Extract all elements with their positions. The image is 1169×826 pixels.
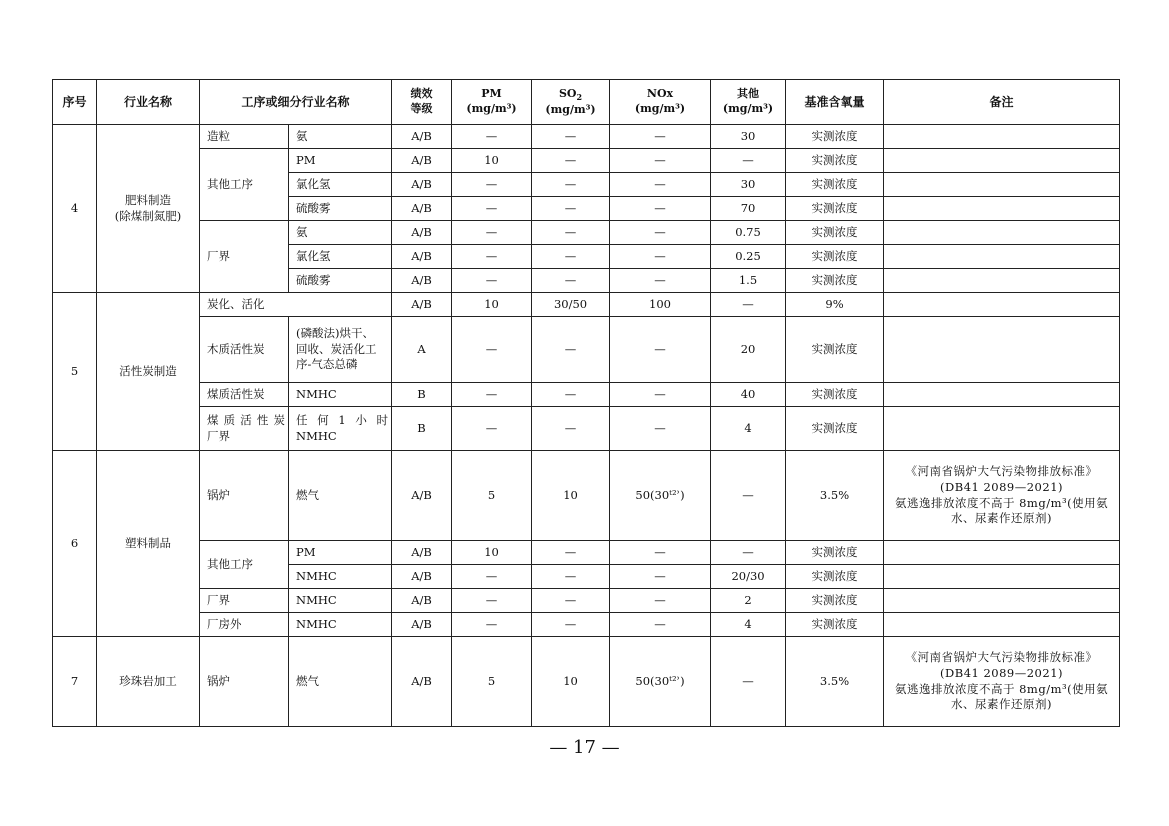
so2-cell: 10 (532, 637, 610, 727)
header-grade: 绩效 等级 (392, 80, 452, 125)
oxygen-cell: 3.5% (786, 637, 884, 727)
table-row (53, 541, 1120, 565)
grade-cell: B (392, 407, 452, 451)
subprocess-cell: NMHC (289, 589, 392, 613)
other-cell: 4 (711, 407, 786, 451)
so2-cell: — (532, 125, 610, 149)
oxygen-cell: 实测浓度 (786, 125, 884, 149)
other-cell: — (711, 637, 786, 727)
table-row (53, 451, 1120, 541)
pm-cell: — (452, 383, 532, 407)
remark-cell (884, 589, 1120, 613)
table-row (53, 317, 1120, 383)
pm-cell: — (452, 317, 532, 383)
grade-cell: A/B (392, 197, 452, 221)
other-cell: 0.25 (711, 245, 786, 269)
table-row (53, 637, 1120, 727)
nox-cell: 50(30ᵗ²ʾ) (610, 451, 711, 541)
remark-cell (884, 541, 1120, 565)
header-seq: 序号 (53, 80, 97, 125)
other-cell: 30 (711, 173, 786, 197)
other-cell: 20/30 (711, 565, 786, 589)
nox-cell: — (610, 125, 711, 149)
pm-cell: — (452, 589, 532, 613)
so2-cell: 10 (532, 451, 610, 541)
subprocess-cell: (磷酸法)烘干、 回收、炭活化工 序-气态总磷 (289, 317, 392, 383)
pm-cell: 10 (452, 293, 532, 317)
remark-cell (884, 383, 1120, 407)
pm-cell: — (452, 269, 532, 293)
industry-cell: 肥料制造 (除煤制氮肥) (97, 125, 200, 293)
header-oxygen: 基准含氧量 (786, 80, 884, 125)
pm-cell: 10 (452, 541, 532, 565)
process-cell: 厂房外 (200, 613, 289, 637)
grade-cell: A/B (392, 149, 452, 173)
process-cell: 煤质活性炭 厂界 (200, 407, 289, 451)
oxygen-cell: 实测浓度 (786, 197, 884, 221)
remark-cell (884, 197, 1120, 221)
table-row (53, 149, 1120, 173)
so2-cell: — (532, 245, 610, 269)
remark-cell (884, 221, 1120, 245)
nox-cell: — (610, 407, 711, 451)
subprocess-cell: PM (289, 541, 392, 565)
process-cell: 厂界 (200, 589, 289, 613)
table-row (53, 221, 1120, 245)
grade-cell: A/B (392, 293, 452, 317)
other-cell: — (711, 293, 786, 317)
so2-cell: — (532, 383, 610, 407)
process-cell: 煤质活性炭 (200, 383, 289, 407)
so2-cell: — (532, 589, 610, 613)
seq-cell: 6 (53, 451, 97, 637)
table-row (53, 613, 1120, 637)
other-cell: 0.75 (711, 221, 786, 245)
header-so2: $SO_2$ (mg/m³) (532, 80, 610, 125)
grade-cell: A/B (392, 221, 452, 245)
header-remark: 备注 (884, 80, 1120, 125)
nox-cell: — (610, 173, 711, 197)
process-cell: 锅炉 (200, 637, 289, 727)
subprocess-cell: 任何1小时 NMHC (289, 407, 392, 451)
nox-cell: — (610, 613, 711, 637)
pm-cell: — (452, 221, 532, 245)
remark-cell (884, 245, 1120, 269)
subprocess-cell: 氨 (289, 125, 392, 149)
remark-cell (884, 565, 1120, 589)
emission-standards-table (52, 79, 1120, 727)
other-cell: 40 (711, 383, 786, 407)
pm-cell: — (452, 245, 532, 269)
pm-cell: 10 (452, 149, 532, 173)
remark-cell (884, 149, 1120, 173)
industry-cell: 塑料制品 (97, 451, 200, 637)
oxygen-cell: 实测浓度 (786, 589, 884, 613)
nox-cell: — (610, 269, 711, 293)
so2-cell: — (532, 197, 610, 221)
subprocess-cell: 硫酸雾 (289, 197, 392, 221)
so2-cell: — (532, 221, 610, 245)
subprocess-cell: 燃气 (289, 637, 392, 727)
pm-cell: — (452, 407, 532, 451)
nox-cell: — (610, 589, 711, 613)
grade-cell: A/B (392, 125, 452, 149)
nox-cell: — (610, 221, 711, 245)
subprocess-cell: 燃气 (289, 451, 392, 541)
so2-cell: — (532, 149, 610, 173)
grade-cell: A/B (392, 589, 452, 613)
industry-cell: 珍珠岩加工 (97, 637, 200, 727)
subprocess-cell: PM (289, 149, 392, 173)
other-cell: 2 (711, 589, 786, 613)
remark-cell (884, 293, 1120, 317)
process-cell: 厂界 (200, 221, 289, 293)
subprocess-cell: 氯化氢 (289, 245, 392, 269)
so2-cell: — (532, 541, 610, 565)
pm-cell: — (452, 173, 532, 197)
grade-cell: A/B (392, 173, 452, 197)
seq-cell: 5 (53, 293, 97, 451)
nox-cell: — (610, 317, 711, 383)
oxygen-cell: 实测浓度 (786, 541, 884, 565)
so2-cell: — (532, 317, 610, 383)
remark-cell (884, 173, 1120, 197)
so2-cell: — (532, 269, 610, 293)
remark-cell: 《河南省锅炉大气污染物排放标准》 (DB41 2089—2021) 氨逃逸排放浓度不高于 8mg/m³(使用氨 水、尿素作还原剂) (884, 451, 1120, 541)
process-cell: 其他工序 (200, 149, 289, 221)
table-row (53, 589, 1120, 613)
subprocess-cell: NMHC (289, 613, 392, 637)
pm-cell: 5 (452, 637, 532, 727)
remark-cell (884, 269, 1120, 293)
grade-cell: A/B (392, 269, 452, 293)
pm-cell: — (452, 197, 532, 221)
so2-cell: — (532, 407, 610, 451)
subprocess-cell: 硫酸雾 (289, 269, 392, 293)
seq-cell: 4 (53, 125, 97, 293)
pm-cell: 5 (452, 451, 532, 541)
nox-cell: — (610, 245, 711, 269)
oxygen-cell: 3.5% (786, 451, 884, 541)
header-row (53, 80, 1120, 125)
remark-cell (884, 317, 1120, 383)
other-cell: 1.5 (711, 269, 786, 293)
so2-cell: 30/50 (532, 293, 610, 317)
grade-cell: A/B (392, 637, 452, 727)
table-row (53, 407, 1120, 451)
other-cell: — (711, 451, 786, 541)
table-row (53, 125, 1120, 149)
oxygen-cell: 实测浓度 (786, 245, 884, 269)
oxygen-cell: 实测浓度 (786, 149, 884, 173)
other-cell: — (711, 149, 786, 173)
page-number: — 17 — (549, 737, 620, 758)
nox-cell: — (610, 149, 711, 173)
so2-cell: — (532, 613, 610, 637)
remark-cell (884, 407, 1120, 451)
other-cell: 30 (711, 125, 786, 149)
header-pm: PM (mg/m³) (452, 80, 532, 125)
nox-cell: — (610, 383, 711, 407)
other-cell: 4 (711, 613, 786, 637)
oxygen-cell: 实测浓度 (786, 317, 884, 383)
grade-cell: A (392, 317, 452, 383)
other-cell: 70 (711, 197, 786, 221)
other-cell: — (711, 541, 786, 565)
nox-cell: 100 (610, 293, 711, 317)
grade-cell: B (392, 383, 452, 407)
so2-cell: — (532, 565, 610, 589)
header-process: 工序或细分行业名称 (200, 80, 392, 125)
process-cell: 木质活性炭 (200, 317, 289, 383)
nox-cell: 50(30ᵗ²ʾ) (610, 637, 711, 727)
remark-cell: 《河南省锅炉大气污染物排放标准》 (DB41 2089—2021) 氨逃逸排放浓度不高于 8mg/m³(使用氨 水、尿素作还原剂) (884, 637, 1120, 727)
pm-cell: — (452, 613, 532, 637)
grade-cell: A/B (392, 565, 452, 589)
process-cell: 其他工序 (200, 541, 289, 589)
table-row (53, 383, 1120, 407)
oxygen-cell: 实测浓度 (786, 269, 884, 293)
oxygen-cell: 实测浓度 (786, 383, 884, 407)
subprocess-cell: 氨 (289, 221, 392, 245)
oxygen-cell: 实测浓度 (786, 173, 884, 197)
grade-cell: A/B (392, 613, 452, 637)
subprocess-cell: 氯化氢 (289, 173, 392, 197)
process-cell: 锅炉 (200, 451, 289, 541)
remark-cell (884, 613, 1120, 637)
oxygen-cell: 实测浓度 (786, 407, 884, 451)
pm-cell: — (452, 125, 532, 149)
header-industry: 行业名称 (97, 80, 200, 125)
nox-cell: — (610, 541, 711, 565)
process-cell: 炭化、活化 (200, 293, 392, 317)
header-other: 其他 (mg/m³) (711, 80, 786, 125)
grade-cell: A/B (392, 451, 452, 541)
subprocess-cell: NMHC (289, 383, 392, 407)
pm-cell: — (452, 565, 532, 589)
oxygen-cell: 实测浓度 (786, 565, 884, 589)
so2-cell: — (532, 173, 610, 197)
remark-cell (884, 125, 1120, 149)
grade-cell: A/B (392, 245, 452, 269)
header-nox: NOx (mg/m³) (610, 80, 711, 125)
nox-cell: — (610, 565, 711, 589)
oxygen-cell: 9% (786, 293, 884, 317)
table-row (53, 293, 1120, 317)
oxygen-cell: 实测浓度 (786, 613, 884, 637)
industry-cell: 活性炭制造 (97, 293, 200, 451)
nox-cell: — (610, 197, 711, 221)
oxygen-cell: 实测浓度 (786, 221, 884, 245)
other-cell: 20 (711, 317, 786, 383)
seq-cell: 7 (53, 637, 97, 727)
subprocess-cell: NMHC (289, 565, 392, 589)
grade-cell: A/B (392, 541, 452, 565)
process-cell: 造粒 (200, 125, 289, 149)
